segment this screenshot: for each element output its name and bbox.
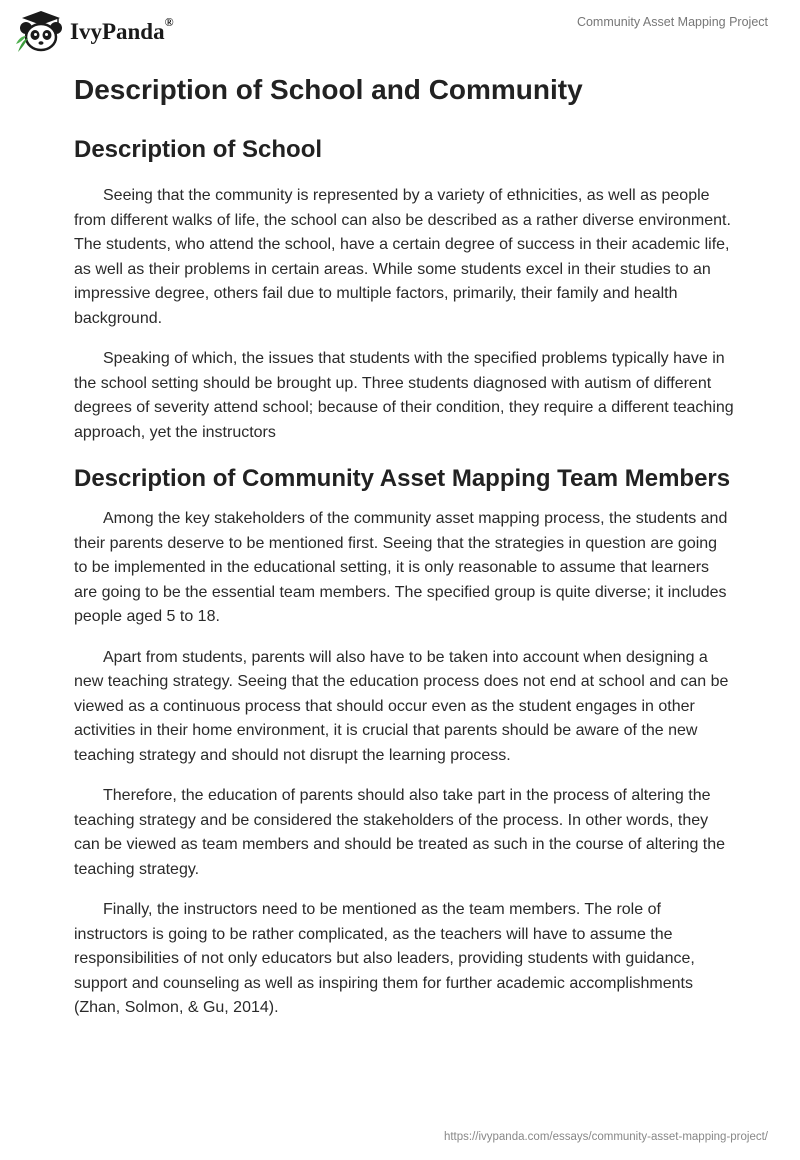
paragraph: Therefore, the education of parents should also take part in the process of altering the teaching strategy and be considered the stakeholders of the process. In other words, they can be viewed as team members and should be treated as such in the course of altering the teaching strategy.: [74, 787, 726, 878]
paragraph: Speaking of which, the issues that students with the specified problems typically have in the school setting should be brought up. Three students diagnosed with autism of different degrees of severity attend school; because of their condition, they require a different teaching approach, yet the instructors: [74, 350, 734, 441]
document-title: Community Asset Mapping Project: [576, 15, 768, 29]
section-heading-team-members: Description of Community Asset Mapping Team Members: [74, 465, 731, 492]
source-url[interactable]: https://ivypanda.com/essays/community-asset-mapping-project/: [443, 1131, 768, 1143]
paragraph: Among the key stakeholders of the community asset mapping process, the students and their parents deserve to be mentioned first. Seeing that the strategies in question are going to be implemented in the educational setting, it is only reasonable to assume that learners are going to be the essential team members. The specified group is quite diverse; it includes people aged 5 to 18.: [74, 510, 728, 625]
paragraph: Apart from students, parents will also have to be taken into account when designing a new teaching strategy. Seeing that the education process does not end at school and can be viewed as a continuous process that should occur even as the student engages in other activities in their home environment, it is crucial that parents should be aware of the new teaching strategy and should not disrupt the learning process.: [74, 648, 729, 764]
ivypanda-logo[interactable]: [14, 8, 174, 54]
section-heading-school: Description of School: [74, 136, 323, 163]
page-title: Description of School and Community: [74, 74, 583, 105]
paragraph: Finally, the instructors need to be mentioned as the team members. The role of instructors is going to be rather complicated, as the teachers will have to assume the responsibilities of not only educators but also leaders, providing students with guidance, support and counseling as well as inspiring them for further academic accomplishments (Zhan, Solmon, & Gu, 2014).: [74, 901, 695, 1016]
paragraph: Seeing that the community is represented by a variety of ethnicities, as well as people from different walks of life, the school can also be described as a rather diverse environment. The students, who attend the school, have a certain degree of success in their academic life, as well as their problems in certain areas. While some students excel in their studies to an impressive degree, others fail due to multiple factors, primarily, their family and health background.: [74, 187, 731, 327]
page-header: [0, 0, 800, 60]
essay-content: [74, 70, 734, 1037]
brand-name: IvyPanda®: [70, 15, 174, 44]
panda-graduate-icon: [14, 8, 66, 54]
